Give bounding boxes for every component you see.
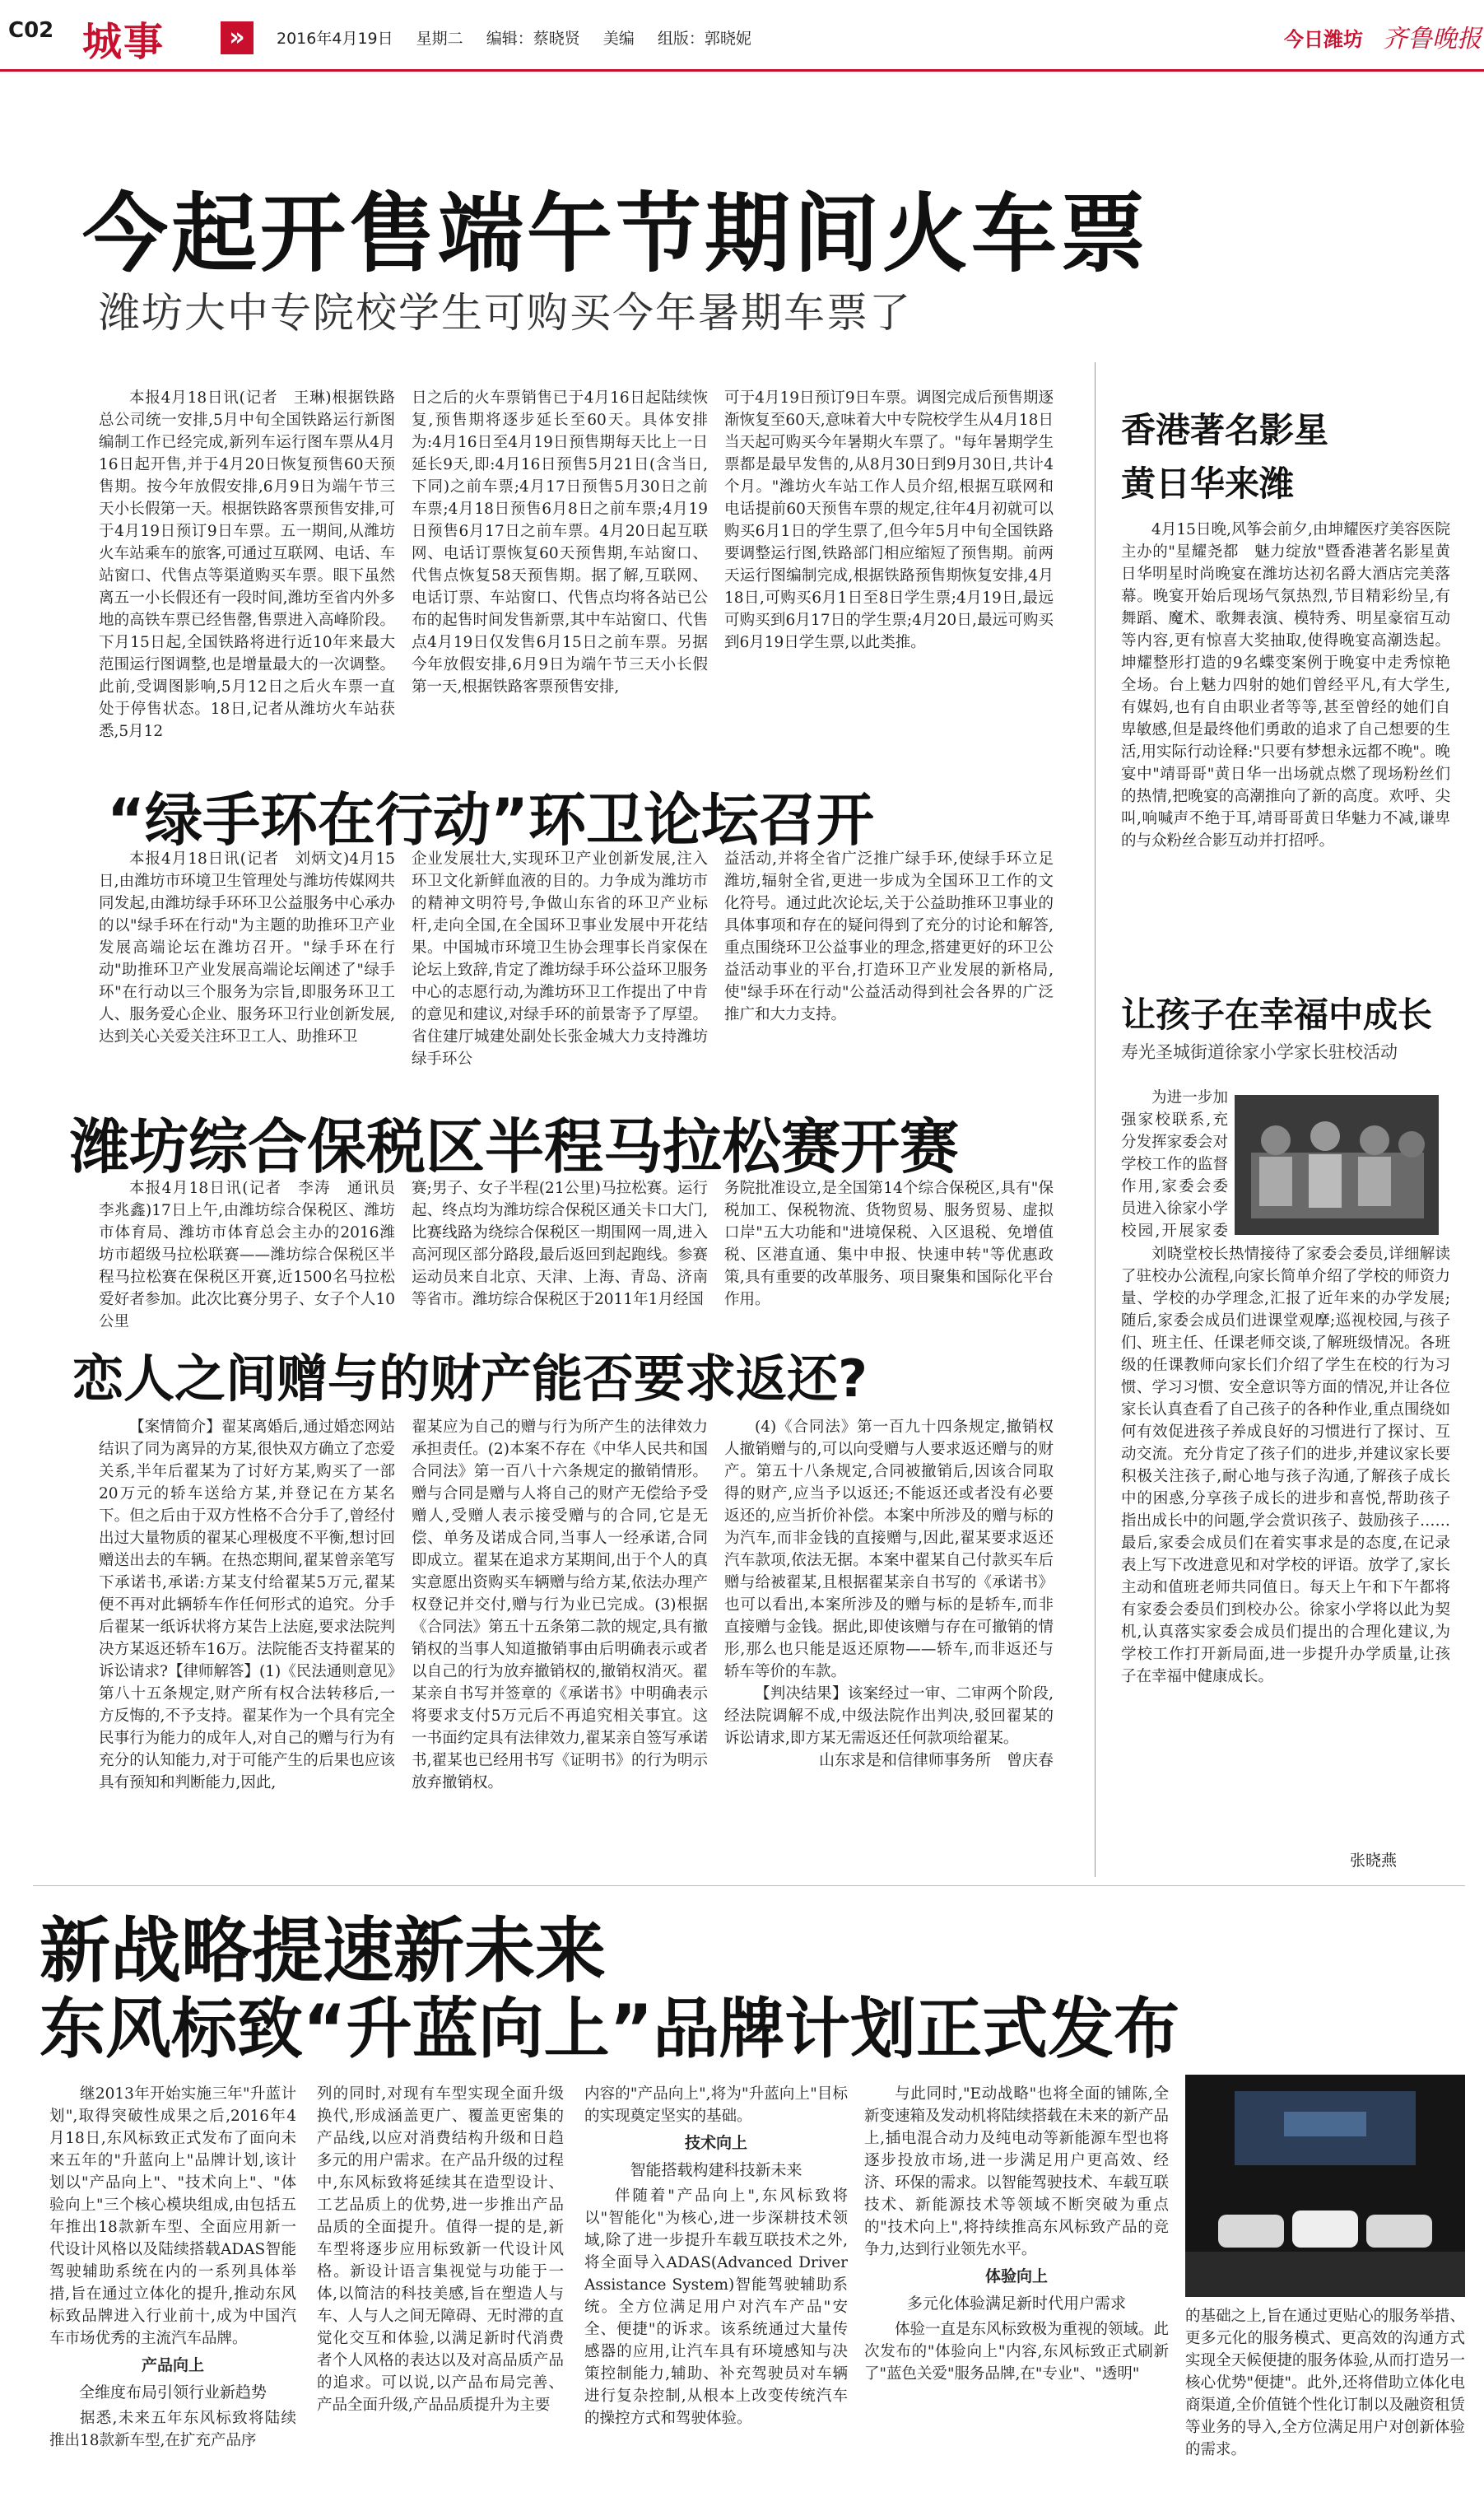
issue-info [277, 26, 770, 49]
section-separator [33, 1885, 1465, 1886]
article5-subhead3: 体验向上 [984, 2268, 1048, 2285]
issue-proof: 组版：郭晓妮 [657, 30, 751, 48]
sidebar-divider [1095, 362, 1096, 1877]
article4-verdict: 【判决结果】该案经过一审、二审两个阶段,经法院调解不成,中级法院作出判决,驳回翟某的诉讼请求,即方某无需返还任何款项给翟某。 [724, 1685, 1054, 1747]
article5-subhead1: 产品向上 [141, 2357, 204, 2374]
article3-title: 潍坊综合保税区半程马拉松赛开赛 [70, 1112, 960, 1181]
article5-col5: 的基础之上,旨在通过更贴心的服务举措、更多元化的服务模式、更高效的沟通方式实现全天候便捷的服务体验,从而打造另一核心优势"便捷"。此外,还将借助立体化电商渠道,全价值链个性化订制以及融资租赁等业务的导入,全方位满足用户对创新体验的需求。 [1185, 2308, 1465, 2458]
article2-col2: 企业发展壮大,实现环卫产业创新发展,注入环卫文化新鲜血液的目的。力争成为潍坊市的精神文明符号,争做山东省的环卫产业标杆,走向全国,在全国环卫事业发展中开花结果。中国城市环境卫生协会理事长肖家保在论坛上致辞,肯定了潍坊绿手环公益环卫服务中心的志愿行动,为潍坊环卫工作提出了中肯的意见和建议,对绿手环的前景寄予了厚望。省住建厅城建处副处长张金城大力支持潍坊绿手环公 [412, 850, 708, 1068]
article4-byline: 山东求是和信律师事务所 曾庆春 [818, 1751, 1054, 1769]
newspaper-logo: 齐鲁晚报 [1383, 25, 1482, 54]
article2-col1: 本报4月18日讯(记者 刘炳文)4月15日,由潍坊市环境卫生管理处与潍坊传媒网共同发起,由潍坊绿手环环卫公益服务中心承办的以"绿手环在行动"为主题的助推环卫产业发展高端论坛在潍坊召开。"绿手环在行动"助推环卫产业发展高端论坛阐述了"绿手环"在行动以三个服务为宗旨,即服务环卫工人、服务爱心企业、服务环卫行业创新发展,达到关心关爱关注环卫工人、助推环卫 [99, 850, 395, 1046]
article4-col2: 翟某应为自己的赠与行为所产生的法律效力承担责任。(2)本案不存在《中华人民共和国合同法》第一百八十六条规定的撤销情形。赠与合同是赠与人将自己的财产无偿给予受赠人,受赠人表示接受赠与的合同,它是无偿、单务及诺成合同,当事人一经承诺,合同即成立。翟某在追求方某期间,出于个人的真实意愿出资购买车辆赠与给方某,依法办理产权登记并交付,赠与行为业已完成。(3)根据《合同法》第五十五条第二款的规定,具有撤销权的当事人知道撤销事由后明确表示或者以自己的行为放弃撤销权的,撤销权消灭。翟某亲自书写并签章的《承诺书》中明确表示将要求支付5万元后不再追究相关事宜。这一书面约定具有法律效力,翟某亲自签写承诺书,翟某也已经用书写《证明书》的行为明示放弃撤销权。 [412, 1419, 708, 1791]
parents-visit-photo [1235, 1095, 1439, 1235]
article5-col1: 继2013年开始实施三年"升蓝计划",取得突破性成果之后,2016年4月18日,东风标致正式发布了面向未来五年的"升蓝向上"品牌计划,该计划以"产品向上"、"技术向上"、"体验向上"三个核心模块组成,由包括五年推出18款新车型、全面应用新一代设计风格以及陆续搭载ADAS智能驾驶辅助系统在内的一系列具体举措,旨在通过立体化的提升,推动东风标致品牌进入行业前十,成为中国汽车市场优秀的主流汽车品牌。 产品向上 全维度布局引领行业新趋势 据悉,未来五年东风标致将陆续推出18款新车型,在扩充产品序 [49, 2085, 296, 2449]
sidebar2-body-top: 为进一步加强家校联系,充分发挥家委会对学校工作的监督作用,家委会委员进入徐家小学校园,开展家委 [1121, 1089, 1228, 1240]
issue-editor: 编辑：蔡晓贤 [486, 30, 580, 48]
article5-col4: 与此同时,"E动战略"也将全面的铺陈,全新变速箱及发动机将陆续搭载在未来的新产品上,插电混合动力及纯电动等新能源车型也将逐步投放市场,进一步满足用户更高效、经济、环保的需求。以智能驾驶技术、车载互联技术、新能源技术等领域不断突破为重点的"技术向上",将持续推高东风标致产品的竞争力,达到行业领先水平。 体验向上 多元化体验满足新时代用户需求 体验一直是东风标致极为重视的领域。此次发布的"体验向上"内容,东风标致正式刷新了"蓝色关爱"服务品牌,在"专业"、"透明" [864, 2085, 1169, 2383]
section-title: 城事 [82, 19, 165, 65]
sidebar2-title: 让孩子在幸福中成长 [1121, 995, 1433, 1035]
article5-col2: 列的同时,对现有车型实现全面升级换代,形成涵盖更广、覆盖更密集的产品线,以应对消费结构升级和日趋多元的用户需求。在产品升级的过程中,东风标致将延续其在造型设计、工艺品质上的优势,进一步推出产品品质的全面提升。值得一提的是,新车型将逐步应用标致新一代设计风格。新设计语言集视觉与功能于一体,以简洁的科技美感,旨在塑造人与车、人与人之间无障碍、无时滞的直觉化交互和体验,以满足新时代消费者个人风格的表达以及对高品质产品的追求。可以说,以产品布局完善、产品全面升级,产品品质提升为主要 [317, 2085, 564, 2414]
article5-title-line1: 新战略提速新未来 [40, 1910, 606, 1992]
article1-subtitle: 潍坊大中专院校学生可购买今年暑期车票了 [99, 289, 912, 337]
launch-event-photo [1185, 2075, 1465, 2297]
article2-title: “绿手环在行动”环卫论坛召开 [107, 786, 875, 854]
article2-col3: 益活动,并将全省广泛推广绿手环,使绿手环立足潍坊,辐射全省,更进一步成为全国环卫工作的文化符号。通过此次论坛,关于公益助推环卫事业的具体事项和存在的疑问得到了充分的讨论和解答,重点围绕环卫公益事业的理念,搭建更好的环卫公益活动事业的平台,打造环卫产业发展的新格局,使"绿手环在行动"公益活动得到社会各界的广泛推广和大力支持。 [724, 850, 1054, 1023]
edition-tagline: 今日潍坊 [1284, 28, 1363, 51]
article5-subhead3b: 多元化体验满足新时代用户需求 [906, 2295, 1126, 2313]
article4-col1: 【案情简介】翟某离婚后,通过婚恋网站结识了同为离异的方某,很快双方确立了恋爱关系,半年后翟某为了讨好方某,购买了一部20万元的轿车送给方某,并登记在方某名下。但之后由于双方性格不合分手了,曾经付出过大量物质的翟某心理极度不平衡,想讨回赠送出去的车辆。在热恋期间,翟某曾亲笔写下承诺书,承诺:方某支付给翟某5万元,翟某便不再对此辆轿车作任何形式的追究。分手后翟某一纸诉状将方某告上法庭,要求法院判决方某返还轿车16万。法院能否支持翟某的诉讼请求?【律师解答】(1)《民法通则意见》第八十五条规定,财产所有权合法转移后,一方反悔的,不予支持。翟某作为一个具有完全民事行为能力的成年人,对自己的赠与行为有充分的认知能力,对于可能产生的后果也应该具有预知和判断能力,因此, [99, 1419, 395, 1791]
article1-col2: 日之后的火车票销售已于4月16日起陆续恢复,预售期将逐步延长至60天。具体安排为:4月16日至4月19日预售期每天比上一日延长9天,即:4月16日预售5月21日(含当日,下同)之前车票;4月17日预售5月30日之前车票;4月18日预售6月8日之前车票;4月19日预售6月17日之前车票。4月20日起互联网、电话订票恢复60天预售期,车站窗口、代售点恢复58天预售期。据了解,互联网、电话订票、车站窗口、代售点均将各站已公布的起售时间发售新票,其中车站窗口、代售点4月19日仅发售6月15日之前车票。另据今年放假安排,6月9日为端午节三天小长假第一天,根据铁路客票预售安排, [412, 389, 708, 696]
issue-date: 2016年4月19日 [277, 30, 393, 48]
sidebar1-title-line1: 香港著名影星 [1121, 410, 1329, 450]
article5-title-line2: 东风标致“升蓝向上”品牌计划正式发布 [40, 1991, 1180, 2067]
article5-subhead2b: 智能搭载构建科技新未来 [630, 2162, 802, 2179]
issue-art: 美编 [602, 30, 635, 48]
issue-weekday: 星期二 [416, 30, 463, 48]
article5-subhead2: 技术向上 [684, 2135, 747, 2152]
article3-col1: 本报4月18日讯(记者 李涛 通讯员 李兆鑫)17日上午,由潍坊综合保税区、潍坊市体育局、潍坊市体育总会主办的2016潍坊市超级马拉松联赛——潍坊综合保税区半程马拉松赛在保税区开赛,近1500名马拉松爱好者参加。此次比赛分男子、女子个人10公里 [99, 1180, 395, 1330]
sidebar2-body: 刘晓堂校长热情接待了家委会委员,详细解读了驻校办公流程,向家长简单介绍了学校的师资力量、学校的办学理念,汇报了近年来的办学发展;随后,家委会成员们进课堂观摩;巡视校园,与孩子们、班主任、任课老师交谈,了解班级情况。各班级的任课教师向家长们介绍了学生在校的行为习惯、学习习惯、安全意识等方面的情况,并让各位家长认真查看了自己孩子的各种作业,重点围绕如何有效促进孩子养成良好的习惯进行了探讨、互动交流。充分肯定了孩子们的进步,并建议家长要积极关注孩子,耐心地与孩子沟通,了解孩子成长中的困惑,分享孩子成长的进步和喜悦,帮助孩子指出成长中的问题,学会赏识孩子、鼓励孩子……最后,家委会成员们在着实事求是的态度,在记录表上写下改进意见和对学校的评语。放学了,家长主动和值班老师共同值日。每天上午和下午都将有家委会委员们到校办公。徐家小学将以此为契机,认真落实家委会成员们提出的合理化建议,为学校工作打开新局面,进一步提升办学质量,让孩子在幸福中健康成长。 [1121, 1246, 1450, 1685]
article1-title: 今起开售端午节期间火车票 [82, 184, 1150, 284]
article5-col3: 内容的"产品向上",将为"升蓝向上"目标的实现奠定坚实的基础。 技术向上 智能搭载构建科技新未来 伴随着"产品向上",东风标致将以"智能化"为核心,进一步深耕技术领域,除了进一步提升车载互联技术之外,将全面导入ADAS(Advanced Driver Assistance System)智能驾驶辅助系统。全方位满足用户对汽车产品"安全、便捷"的诉求。该系统通过大量传感器的应用,让汽车具有环境感知与决策控制能力,辅助、补充驾驶员对车辆进行复杂控制,从根本上改变传统汽车的操控方式和驾驶体验。 [584, 2085, 848, 2427]
article1-col1: 本报4月18日讯(记者 王琳)根据铁路总公司统一安排,5月中旬全国铁路运行新图编制工作已经完成,新列车运行图车票从4月16日起开售,并于4月20日恢复预售60天预售期。按今年放假安排,6月9日为端午节三天小长假第一天。根据铁路客票预售安排,可于4月19日预订9日车票。五一期间,从潍坊火车站乘车的旅客,可通过互联网、电话、车站窗口、代售点等渠道购买车票。眼下虽然离五一小长假还有一段时间,潍坊至省内外多地的高铁车票已经售罄,售票进入高峰阶段。下月15日起,全国铁路将进行近10年来最大范围运行图调整,也是增量最大的一次调整。此前,受调图影响,5月12日之后火车票一直处于停售状态。18日,记者从潍坊火车站获悉,5月12 [99, 389, 395, 740]
section-arrow-icon: » [221, 21, 254, 54]
article5-subhead1b: 全维度布局引领行业新趋势 [78, 2384, 267, 2402]
sidebar2-subtitle: 寿光圣城街道徐家小学家长驻校活动 [1121, 1042, 1398, 1062]
sidebar1-title-line2: 黄日华来潍 [1121, 464, 1295, 504]
page-number: C02 [8, 18, 54, 43]
article3-col3: 务院批准设立,是全国第14个综合保税区,具有"保税加工、保税物流、货物贸易、服务贸易、虚拟口岸"五大功能和"进境保税、入区退税、免增值税、区港直通、集中申报、快速申转"等优惠政策,具有重要的改革服务、项目聚集和国际化平台作用。 [724, 1180, 1054, 1308]
sidebar1-body: 4月15日晚,风筝会前夕,由坤耀医疗美容医院主办的"星耀尧都 魅力绽放"暨香港著名影星黄日华明星时尚晚宴在潍坊达初名爵大酒店完美落幕。晚宴开始后现场气氛热烈,节目精彩纷呈,有舞蹈、魔术、歌舞表演、模特秀、明星豪宿互动等内容,更有惊喜大奖抽取,使得晚宴高潮迭起。坤耀整形打造的9名蝶变案例于晚宴中走秀惊艳全场。台上魅力四射的她们曾经平凡,有大学生,有媒妈,也有自由职业者等等,甚至曾经的她们自卑敏感,但是最终他们勇敢的追求了自己想要的生活,用实际行动诠释:"只要有梦想永远都不晚"。晚宴中"靖哥哥"黄日华一出场就点燃了现场粉丝们的热情,把晚宴的高潮推向了新的高度。欢呼、尖叫,响喊声不绝于耳,靖哥哥黄日华魅力不减,谦卑的与众粉丝合影互动并打招呼。 [1121, 521, 1450, 850]
article3-col2: 赛;男子、女子半程(21公里)马拉松赛。运行起、终点均为潍坊综合保税区通关卡口大门,比赛线路为绕综合保税区一期围网一周,进入高河现区部分路段,最后返回到起跑线。参赛运动员来自北京、天津、上海、青岛、济南等省市。潍坊综合保税区于2011年1月经国 [412, 1180, 708, 1308]
header-rule [0, 69, 1484, 72]
sidebar2-byline: 张晓燕 [1350, 1852, 1398, 1870]
article4-title: 恋人之间赠与的财产能否要求返还? [72, 1349, 868, 1409]
article1-col3: 可于4月19日预订9日车票。调图完成后预售期逐渐恢复至60天,意味着大中专院校学生从4月18日当天起可购买今年暑期火车票了。"每年暑期学生票都是最早发售的,从8月30日到9月30日,共计4个月。"潍坊火车站工作人员介绍,根据互联网和电话提前60天预售车票的规定,往年4月初就可以购买6月1日的学生票了,但今年5月中旬全国铁路要调整运行图,铁路部门相应缩短了预售期。前两天运行图编制完成,根据铁路预售期恢复安排,4月18日,可购买6月1日至8日学生票;4月19日,最远可购买到6月17日的学生票;4月20日,最远可购买到6月19日学生票,以此类推。 [724, 389, 1054, 651]
article4-col3: (4)《合同法》第一百九十四条规定,撤销权人撤销赠与的,可以向受赠与人要求返还赠与的财产。第五十八条规定,合同被撤销后,因该合同取得的财产,应当予以返还;不能返还或者没有必要返还的,应当折价补偿。本案中所涉及的赠与标的为汽车,而非金钱的直接赠与,因此,翟某要求返还汽车款项,依法无据。本案中翟某自己付款买车后赠与给被翟某,且根据翟某亲自书写的《承诺书》也可以看出,本案所涉及的赠与标的是轿车,而非直接赠与金钱。据此,即使该赠与存在可撤销的情形,那么也只能是返还原物——轿车,而非返还与轿车等价的车款。 【判决结果】该案经过一审、二审两个阶段,经法院调解不成,中级法院作出判决,驳回翟某的诉讼请求,即方某无需返还任何款项给翟某。 山东求是和信律师事务所 曾庆春 [724, 1416, 1054, 1869]
